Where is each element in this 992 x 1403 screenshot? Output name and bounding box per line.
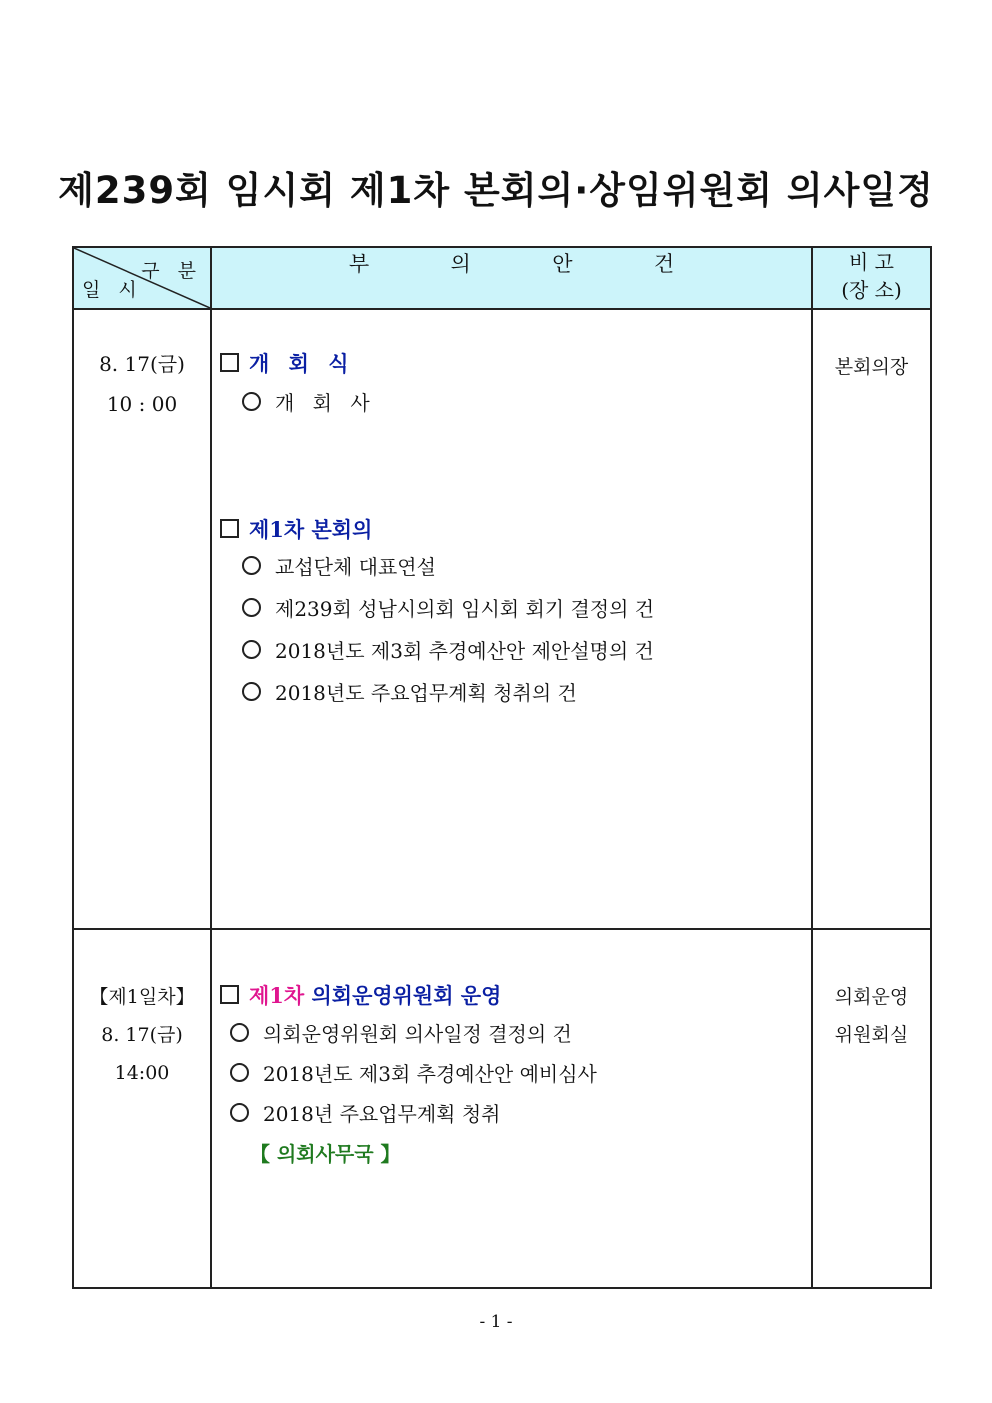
table-row xyxy=(73,929,931,1288)
square-bullet-icon xyxy=(220,519,239,538)
row2-time: 14:00 xyxy=(114,1062,170,1084)
header-note-label: 비 고 xyxy=(849,250,894,274)
circle-bullet-icon xyxy=(242,640,261,659)
table-header-row xyxy=(73,247,931,309)
row1-place: 본회의장 xyxy=(834,356,909,378)
row1-date: 8. 17(금) xyxy=(99,352,185,376)
circle-bullet-icon xyxy=(230,1063,249,1082)
section-title-prefix: 제1차 xyxy=(249,983,305,1008)
page-number: - 1 - xyxy=(479,1312,513,1332)
header-datetime-label: 일 시 xyxy=(82,279,143,301)
circle-bullet-icon xyxy=(242,598,261,617)
header-division-label: 구 분 xyxy=(141,260,202,282)
section-title: 의회운영위원회 운영 xyxy=(311,983,502,1008)
row1-datetime-cell xyxy=(73,309,211,929)
header-place-label: (장 소) xyxy=(841,278,902,302)
row1-time: 10 : 00 xyxy=(106,392,178,416)
table-row xyxy=(73,309,931,929)
circle-bullet-icon xyxy=(230,1023,249,1042)
circle-bullet-icon xyxy=(242,682,261,701)
row2-place-cell xyxy=(812,929,931,1288)
row2-place-line1: 의회운영 xyxy=(834,986,909,1008)
circle-bullet-icon xyxy=(230,1103,249,1122)
row2-day-label: 【제1일차】 xyxy=(89,986,195,1008)
list-item: 의회운영위원회 의사일정 결정의 건 xyxy=(230,1014,811,1054)
circle-bullet-icon xyxy=(242,556,261,575)
square-bullet-icon xyxy=(220,353,239,372)
row2-agenda-cell xyxy=(211,929,812,1288)
opening-ceremony-section xyxy=(220,348,811,378)
page-title: 제239회 임시회 제1차 본회의·상임위원회 의사일정 xyxy=(58,169,934,212)
row1-agenda-cell xyxy=(211,309,812,929)
section-title: 개 회 식 xyxy=(249,351,355,376)
header-agenda-char: 안 xyxy=(552,252,573,276)
list-item: 2018년도 주요업무계획 청취의 건 xyxy=(242,672,811,714)
header-agenda-char: 부 xyxy=(348,252,370,276)
header-note-cell xyxy=(812,247,931,309)
plenary-session-section xyxy=(220,514,811,544)
list-item: 교섭단체 대표연설 xyxy=(242,546,811,588)
row1-place-cell xyxy=(812,309,931,929)
header-agenda-cell xyxy=(211,247,812,309)
section-title: 제1차 본회의 xyxy=(249,517,373,542)
row2-place-line2: 위원회실 xyxy=(834,1024,909,1046)
list-item: 개 회 사 xyxy=(242,382,811,424)
header-datetime-cell xyxy=(73,247,211,309)
square-bullet-icon xyxy=(220,985,239,1004)
committee-section xyxy=(220,980,811,1010)
row2-datetime-cell xyxy=(73,929,211,1288)
agenda-table xyxy=(72,246,932,1289)
list-item: 2018년도 제3회 추경예산안 예비심사 xyxy=(230,1054,811,1094)
header-agenda-char: 의 xyxy=(450,252,471,276)
list-item: 2018년 주요업무계획 청취 xyxy=(230,1094,811,1134)
list-item: 2018년도 제3회 추경예산안 제안설명의 건 xyxy=(242,630,811,672)
circle-bullet-icon xyxy=(242,392,261,411)
row2-date: 8. 17(금) xyxy=(101,1024,183,1046)
bureau-label: 【 의회사무국 】 xyxy=(250,1142,401,1166)
list-item: 제239회 성남시의회 임시회 회기 결정의 건 xyxy=(242,588,811,630)
header-agenda-char: 건 xyxy=(653,252,675,276)
